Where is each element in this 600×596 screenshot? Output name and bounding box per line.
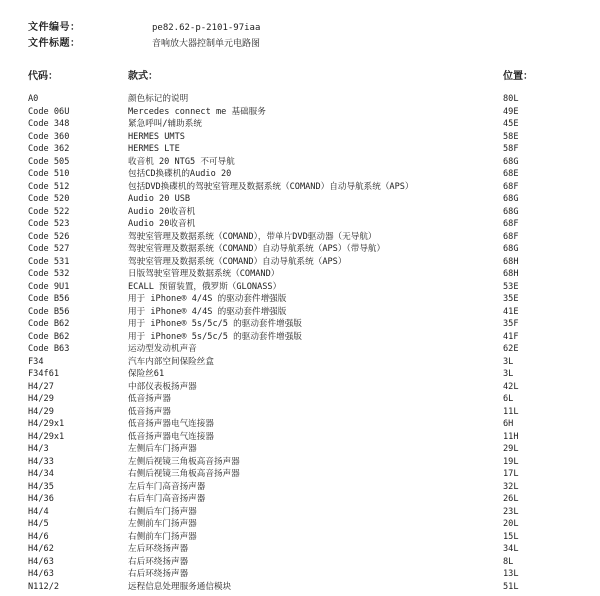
- row-description: HERMES UMTS: [128, 131, 185, 142]
- row-position: 80L: [503, 94, 519, 104]
- row-position: 32L: [503, 481, 519, 492]
- table-row: [0, 256, 600, 269]
- row-code: Code B56: [28, 294, 70, 304]
- component-table: [0, 93, 600, 593]
- table-row: [0, 581, 600, 594]
- row-code: Code 510: [28, 169, 70, 179]
- row-code: Code B62: [28, 331, 70, 342]
- row-position: 68G: [503, 194, 519, 204]
- row-code: Code 532: [28, 269, 70, 279]
- row-code: H4/29x1: [28, 419, 65, 429]
- table-row: [0, 193, 600, 206]
- row-position: 17L: [503, 469, 519, 479]
- row-description: HERMES LTE: [128, 144, 180, 154]
- row-code: H4/29: [28, 394, 54, 404]
- table-row: [0, 268, 600, 281]
- row-position: 58F: [503, 144, 519, 154]
- row-position: 13L: [503, 569, 519, 579]
- row-description: 左侧前车门扬声器: [128, 519, 197, 529]
- table-row: [0, 206, 600, 219]
- row-description: 左侧后车门扬声器: [128, 444, 197, 454]
- row-position: 23L: [503, 506, 519, 517]
- table-row: [0, 456, 600, 469]
- row-code: H4/34: [28, 469, 54, 479]
- row-position: 68F: [503, 219, 519, 229]
- table-row: [0, 156, 600, 169]
- table-row: [0, 493, 600, 506]
- row-code: Code B63: [28, 344, 70, 354]
- row-description: 驾驶室管理及数据系统（COMAND）自动导航系统（APS）（带导航）: [128, 244, 386, 254]
- code-column-header: 代码：: [28, 71, 58, 82]
- row-description: 低音扬声器: [128, 406, 171, 417]
- table-row: [0, 481, 600, 494]
- table-row: [0, 543, 600, 556]
- row-code: F34f61: [28, 369, 60, 379]
- row-description: Audio 20收音机: [128, 206, 196, 217]
- row-description: 中部仪表板扬声器: [128, 381, 197, 392]
- table-row: [0, 168, 600, 181]
- table-row: [0, 406, 600, 419]
- row-code: Code 523: [28, 219, 70, 229]
- row-code: H4/6: [28, 531, 49, 542]
- row-description: ECALL 预留装置，俄罗斯（GLONASS）: [128, 281, 282, 292]
- row-position: 68H: [503, 256, 519, 267]
- row-description: 用于 iPhone® 5s/5c/5 的驱动套件增强版: [128, 331, 302, 342]
- row-position: 49E: [503, 106, 519, 117]
- row-description: 颜色标记的说明: [128, 94, 189, 104]
- row-code: H4/36: [28, 494, 54, 504]
- row-description: 低音扬声器电气连接器: [128, 431, 214, 442]
- row-position: 51L: [503, 581, 519, 592]
- row-code: H4/5: [28, 519, 49, 529]
- row-position: 6H: [503, 419, 514, 429]
- row-code: H4/3: [28, 444, 49, 454]
- table-row: [0, 293, 600, 306]
- row-code: H4/63: [28, 569, 54, 579]
- row-position: 8L: [503, 556, 514, 567]
- table-row: [0, 568, 600, 581]
- table-row: [0, 218, 600, 231]
- table-row: [0, 468, 600, 481]
- row-position: 58E: [503, 131, 519, 142]
- table-row: [0, 356, 600, 369]
- row-code: Code 348: [28, 119, 70, 129]
- table-row: [0, 93, 600, 106]
- row-code: Code 522: [28, 206, 70, 217]
- row-code: Code 512: [28, 181, 70, 192]
- row-position: 29L: [503, 444, 519, 454]
- table-row: [0, 443, 600, 456]
- row-position: 53E: [503, 281, 519, 292]
- row-position: 26L: [503, 494, 519, 504]
- row-code: H4/33: [28, 456, 54, 467]
- row-position: 35F: [503, 319, 519, 329]
- table-row: [0, 243, 600, 256]
- row-description: 驾驶室管理及数据系统（COMAND）自动导航系统（APS）: [128, 256, 347, 267]
- row-description: 低音扬声器电气连接器: [128, 419, 214, 429]
- table-row: [0, 368, 600, 381]
- pos-column-header: 位置：: [503, 71, 533, 82]
- row-code: Code 505: [28, 156, 70, 167]
- row-description: 用于 iPhone® 4/4S 的驱动套件增强版: [128, 306, 287, 317]
- row-code: Code B56: [28, 306, 70, 317]
- table-row: [0, 318, 600, 331]
- row-position: 68G: [503, 244, 519, 254]
- row-code: H4/29: [28, 406, 54, 417]
- row-code: Code 9U1: [28, 281, 70, 292]
- row-position: 68F: [503, 181, 519, 192]
- row-position: 34L: [503, 544, 519, 554]
- row-position: 41F: [503, 331, 519, 342]
- row-code: H4/35: [28, 481, 54, 492]
- row-position: 62E: [503, 344, 519, 354]
- row-code: Code 06U: [28, 106, 70, 117]
- row-description: Audio 20收音机: [128, 219, 196, 229]
- table-row: [0, 518, 600, 531]
- row-position: 45E: [503, 119, 519, 129]
- row-description: 用于 iPhone® 5s/5c/5 的驱动套件增强版: [128, 319, 302, 329]
- table-row: [0, 181, 600, 194]
- row-code: H4/27: [28, 381, 54, 392]
- row-code: H4/63: [28, 556, 54, 567]
- row-description: 右后环绕扬声器: [128, 556, 189, 567]
- row-description: 包括CD换碟机的Audio 20: [128, 169, 232, 179]
- row-position: 68G: [503, 156, 519, 167]
- desc-column-header: 款式：: [128, 71, 158, 82]
- row-description: 远程信息处理服务通信模块: [128, 581, 232, 592]
- row-description: 收音机 20 NTG5 不可导航: [128, 156, 235, 167]
- row-position: 3L: [503, 369, 514, 379]
- row-description: 运动型发动机声音: [128, 344, 197, 354]
- row-code: A0: [28, 94, 39, 104]
- row-position: 3L: [503, 356, 514, 367]
- table-row: [0, 531, 600, 544]
- row-description: 右侧后视镜三角板高音扬声器: [128, 469, 240, 479]
- table-row: [0, 431, 600, 444]
- row-description: Mercedes connect me 基础服务: [128, 106, 266, 117]
- row-code: F34: [28, 356, 44, 367]
- row-code: Code 360: [28, 131, 70, 142]
- row-description: 紧急呼叫/辅助系统: [128, 119, 202, 129]
- table-row: [0, 331, 600, 344]
- row-position: 15L: [503, 531, 519, 542]
- row-description: Audio 20 USB: [128, 194, 191, 204]
- row-description: 右后环绕扬声器: [128, 569, 189, 579]
- table-row: [0, 231, 600, 244]
- table-row: [0, 281, 600, 294]
- row-code: Code 526: [28, 231, 70, 242]
- row-position: 6L: [503, 394, 514, 404]
- row-description: 日版驾驶室管理及数据系统（COMAND）: [128, 269, 280, 279]
- row-position: 19L: [503, 456, 519, 467]
- row-code: H4/29x1: [28, 431, 65, 442]
- row-code: Code B62: [28, 319, 70, 329]
- row-description: 右后车门高音扬声器: [128, 494, 206, 504]
- row-position: 68G: [503, 206, 519, 217]
- table-row: [0, 118, 600, 131]
- table-row: [0, 506, 600, 519]
- doc-number-value: pe82.62-p-2101-97iaa: [152, 23, 261, 33]
- row-description: 右侧后车门扬声器: [128, 506, 197, 517]
- table-row: [0, 381, 600, 394]
- doc-title-label: 文件标题：: [28, 38, 81, 49]
- row-code: Code 527: [28, 244, 70, 254]
- row-description: 汽车内部空间保险丝盒: [128, 356, 214, 367]
- row-description: 用于 iPhone® 4/4S 的驱动套件增强版: [128, 294, 287, 304]
- row-code: Code 362: [28, 144, 70, 154]
- doc-title-value: 音响放大器控制单元电路图: [152, 39, 261, 49]
- row-position: 42L: [503, 381, 519, 392]
- row-position: 41E: [503, 306, 519, 317]
- row-position: 11H: [503, 431, 519, 442]
- row-description: 左侧后视镜三角板高音扬声器: [128, 456, 240, 467]
- row-position: 68F: [503, 231, 519, 242]
- row-description: 保险丝61: [128, 369, 165, 379]
- table-row: [0, 393, 600, 406]
- row-description: 左后环绕扬声器: [128, 544, 189, 554]
- row-code: Code 531: [28, 256, 70, 267]
- row-description: 低音扬声器: [128, 394, 171, 404]
- row-position: 11L: [503, 406, 519, 417]
- row-description: 驾驶室管理及数据系统（COMAND），带单片DVD驱动器（无导航）: [128, 231, 377, 242]
- table-row: [0, 106, 600, 119]
- row-position: 35E: [503, 294, 519, 304]
- table-row: [0, 556, 600, 569]
- row-position: 68H: [503, 269, 519, 279]
- row-position: 20L: [503, 519, 519, 529]
- table-row: [0, 418, 600, 431]
- doc-number-label: 文件编号：: [28, 22, 81, 33]
- row-description: 左后车门高音扬声器: [128, 481, 206, 492]
- row-position: 68E: [503, 169, 519, 179]
- row-code: H4/4: [28, 506, 49, 517]
- row-description: 包括DVD换碟机的驾驶室管理及数据系统（COMAND）自动导航系统（APS）: [128, 181, 414, 192]
- row-code: H4/62: [28, 544, 54, 554]
- row-code: N112/2: [28, 581, 60, 592]
- table-row: [0, 131, 600, 144]
- row-description: 右侧前车门扬声器: [128, 531, 197, 542]
- table-row: [0, 343, 600, 356]
- table-row: [0, 143, 600, 156]
- row-code: Code 520: [28, 194, 70, 204]
- table-row: [0, 306, 600, 319]
